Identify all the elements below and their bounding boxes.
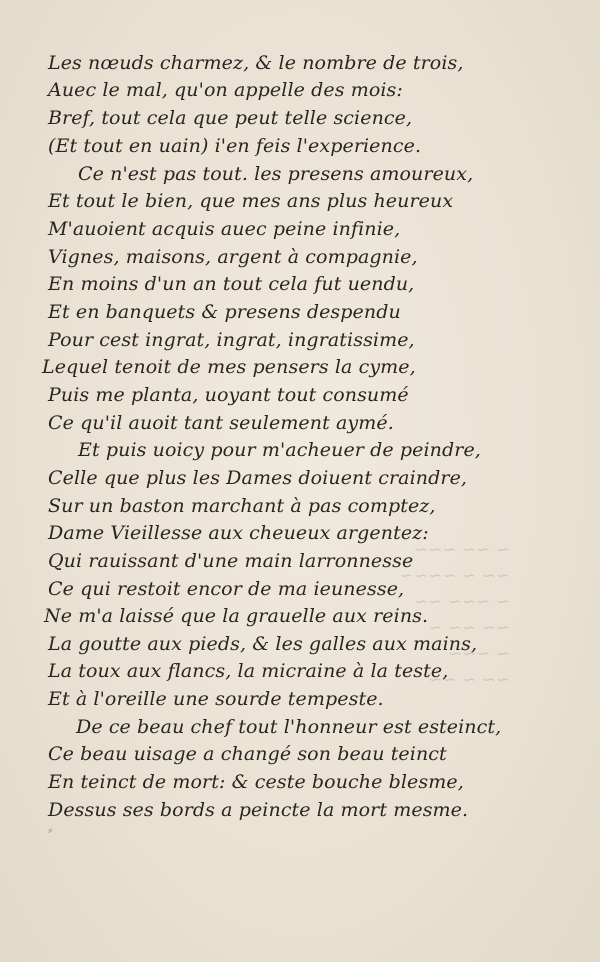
verse-line: Celle que plus les Dames doiuent craindre, [48,467,468,489]
verse-line: Ce qui restoit encor de ma ieunesse, [48,578,405,600]
verse-line: De ce beau chef tout l'honneur est esteinct, [76,716,502,738]
show-through-texture: ~ ~~ ~~~ ~~ ~ ~~~~ ~ ~~~ ~~ ~~ ~~ ~ ~ ~~~ ~~ ~ ~~ [399,540,510,690]
verse-line: Et à l'oreille une sourde tempeste. [48,688,384,710]
verse-line: Et tout le bien, que mes ans plus heureux [48,190,454,212]
verse-line: Sur un baston marchant à pas comptez, [48,495,436,517]
gutter-mark: ⸗ [48,822,53,838]
verse-line: Ce qu'il auoit tant seulement aymé. [48,412,394,434]
verse-line: Dame Vieillesse aux cheueux argentez: [48,522,429,544]
verse-line: Les nœuds charmez, & le nombre de trois, [48,52,464,74]
verse-line: En teinct de mort: & ceste bouche blesme, [48,771,464,793]
verse-line: En moins d'un an tout cela fut uendu, [48,273,415,295]
verse-line: (Et tout en uain) i'en feis l'experience. [48,135,422,157]
verse-line: Ne m'a laissé que la grauelle aux reins. [44,605,429,627]
verse-line: Ce n'est pas tout. les presens amoureux, [78,163,474,185]
verse-line: M'auoient acquis auec peine infinie, [48,218,401,240]
verse-line: Pour cest ingrat, ingrat, ingratissime, [48,329,415,351]
verse-line: Ce beau uisage a changé son beau teinct [48,743,447,765]
verse-line: Auec le mal, qu'on appelle des mois: [48,79,403,101]
verse-line: La toux aux flancs, la micraine à la teste, [48,660,449,682]
verse-line: Vignes, maisons, argent à compagnie, [48,246,418,268]
verse-line: Bref, tout cela que peut telle science, [48,107,413,129]
verse-line: Puis me planta, uoyant tout consumé [48,384,409,406]
verse-line: Qui rauissant d'une main larronnesse [48,550,414,572]
verse-line: La goutte aux pieds, & les galles aux mains, [48,633,478,655]
verse-line: Lequel tenoit de mes pensers la cyme, [42,356,416,378]
verse-line: Et en banquets & presens despendu [48,301,401,323]
verse-line: Dessus ses bords a peincte la mort mesme. [48,799,469,821]
verse-line: Et puis uoicy pour m'acheuer de peindre, [78,439,481,461]
